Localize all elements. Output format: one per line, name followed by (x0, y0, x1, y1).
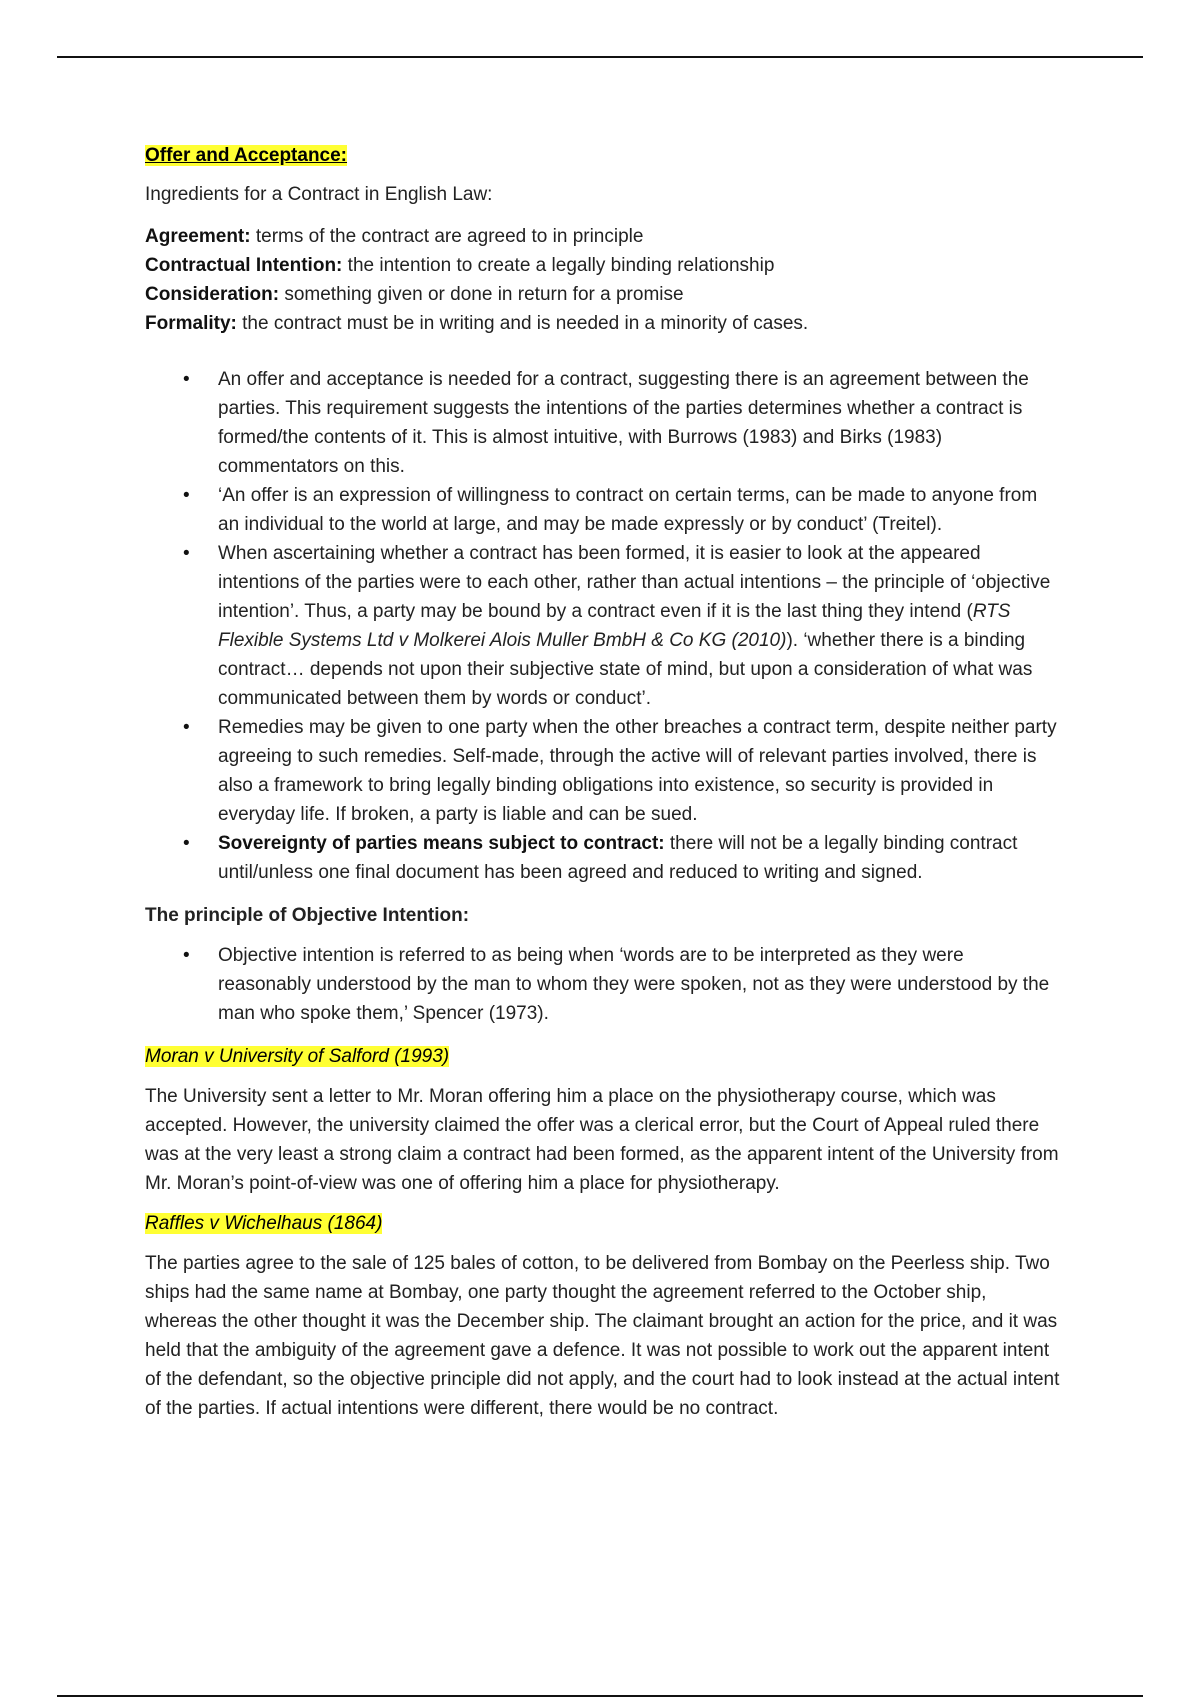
list-item: • Objective intention is referred to as being when ‘words are to be interpreted as they were reasonably understood by the man to whom they were spoken, not as they were understood by the man who spoke them,’ Spencer (1973). (145, 941, 1060, 1028)
definition-text: something given or done in return for a promise (279, 284, 684, 305)
list-item (145, 829, 1060, 887)
document-body (145, 141, 1060, 1434)
case-summary: The University sent a letter to Mr. Moran offering him a place on the physiotherapy course, which was accepted. However, the university claimed the offer was a clerical error, but the Court of Appeal ruled there was at the very least a strong claim a contract had been formed, as the apparent intent of the University from Mr. Moran’s point-of-view was one of offering him a place for physiotherapy. (145, 1086, 1059, 1194)
definition-item (145, 222, 1060, 251)
definition-term: Formality: (145, 313, 237, 334)
key-points-list (145, 365, 1060, 887)
list-item: • An offer and acceptance is needed for a contract, suggesting there is an agreement between the parties. This requirement suggests the intentions of the parties determines whether a contract is formed/the contents of it. This is almost intuitive, with Burrows (1983) and Birks (1983) commentators on this. (145, 365, 1060, 481)
definition-item (145, 280, 1060, 309)
intro-text: Ingredients for a Contract in English Law: (145, 184, 493, 205)
list-item: • Remedies may be given to one party when the other breaches a contract term, despite neither party agreeing to such remedies. Self-made, through the active will of relevant parties involved, there is also a framework to bring legally binding obligations into existence, so security is provided in everyday life. If broken, a party is liable and can be sued. (145, 713, 1060, 829)
bullet-text: When ascertaining whether a contract has been formed, it is easier to look at the appeared intentions of the parties were to each other, rather than actual intentions – the principle of ‘objective intention’. Thus, a party may be bound by a contract even if it is the last thing they intend ( (218, 543, 1051, 622)
definition-text: terms of the contract are agreed to in principle (250, 226, 644, 247)
case-citation: RTS Flexible Systems Ltd v Molkerei Alois Muller BmbH & Co KG (2010) (218, 601, 1011, 651)
case-title: Moran v University of Salford (1993) (145, 1046, 450, 1067)
case-heading (145, 1209, 1060, 1238)
page-title (145, 141, 1060, 170)
title-text: Offer and Acceptance: (145, 145, 348, 166)
definitions-list (145, 222, 1060, 338)
header-rule (57, 56, 1143, 58)
list-item (145, 539, 1060, 713)
definition-term: Agreement: (145, 226, 251, 247)
bullet-text: ). ‘whether there is a binding contract… depends not upon their subjective state of mind, but upon a consideration of what was communicated between them by words or conduct’. (218, 630, 1033, 709)
case-summary: The parties agree to the sale of 125 bales of cotton, to be delivered from Bombay on the Peerless ship. Two ships had the same name at Bombay, one party thought the agreement referred to the October ship, whereas the other thought it was the December ship. The claimant brought an action for the price, and it was held that the ambiguity of the agreement gave a defence. It was not possible to work out the apparent intent of the defendant, so the objective principle did not apply, and the court had to look instead at the actual intent of the parties. If actual intentions were different, there would be no contract. (145, 1253, 1060, 1419)
case-title: Raffles v Wichelhaus (1864) (145, 1213, 383, 1234)
objective-list (145, 941, 1060, 1028)
definition-text: the intention to create a legally binding relationship (342, 255, 775, 276)
list-item: • ‘An offer is an expression of willingness to contract on certain terms, can be made to anyone from an individual to the world at large, and may be made expressly or by conduct’ (Treitel). (145, 481, 1060, 539)
definition-term: Contractual Intention: (145, 255, 343, 276)
case-heading (145, 1042, 1060, 1071)
definition-item (145, 251, 1060, 280)
bullet-bold-lead: Sovereignty of parties means subject to contract: (218, 833, 665, 854)
bullet-text: there will not be a legally binding contract until/unless one final document has been agreed and reduced to writing and signed. (218, 833, 1018, 883)
definition-item (145, 309, 1060, 338)
definition-term: Consideration: (145, 284, 280, 305)
section-heading: The principle of Objective Intention: (145, 905, 470, 926)
definition-text: the contract must be in writing and is needed in a minority of cases. (236, 313, 809, 334)
footer-rule (57, 1695, 1143, 1697)
